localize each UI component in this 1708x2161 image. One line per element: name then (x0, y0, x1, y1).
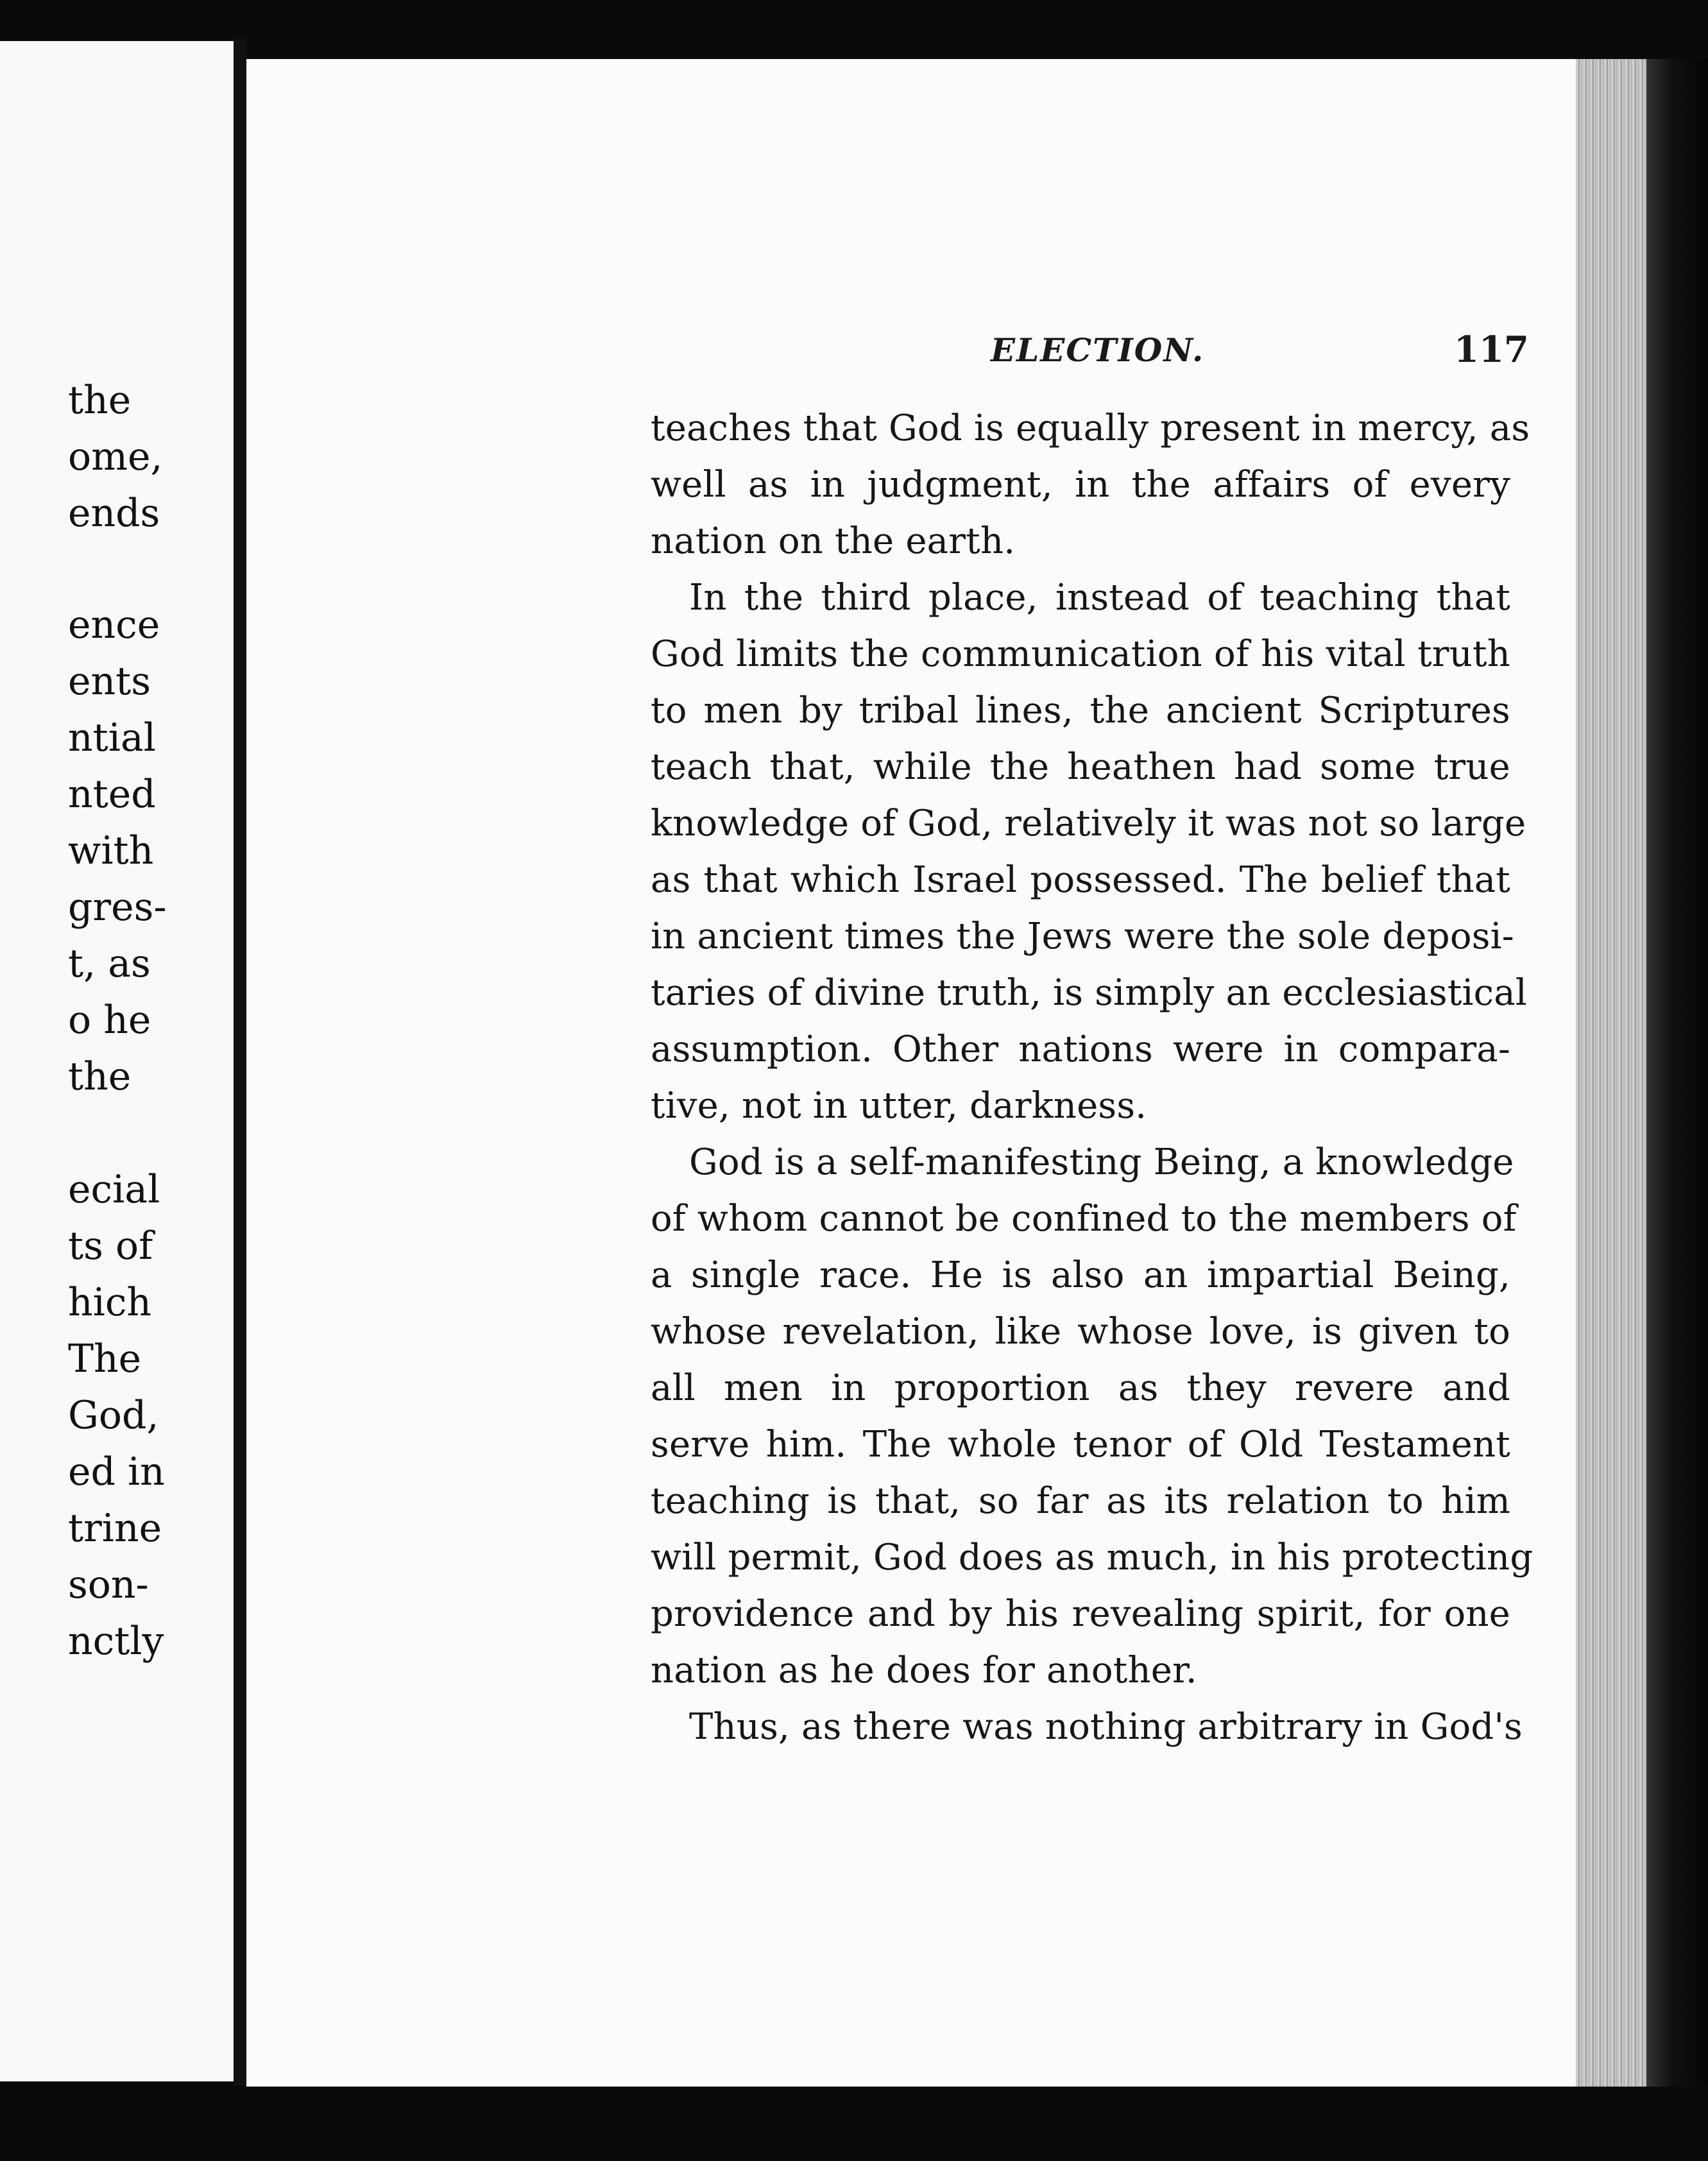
text-line: will permit, God does as much, in his protecting (651, 1537, 1533, 1578)
left-line: ts of (68, 1224, 153, 1268)
text-line: of whom cannot be confined to the members of (651, 1198, 1517, 1240)
text-line: knowledge of God, relatively it was not so large (651, 803, 1526, 844)
text-line: whose revelation, like whose love, is given to (651, 1311, 1510, 1353)
left-line: with (68, 828, 154, 873)
left-line: nctly (68, 1619, 164, 1664)
text-line: in ancient times the Jews were the sole deposi- (651, 916, 1514, 957)
previous-page-fragment (0, 41, 234, 2081)
left-line: ents (68, 659, 151, 704)
book-page (246, 59, 1576, 2087)
left-line: ence (68, 602, 160, 647)
left-line: the (68, 1054, 132, 1099)
left-line: o he (68, 998, 151, 1043)
text-line: God limits the communication of his vital truth (651, 633, 1510, 675)
text-line: teaching is that, so far as its relation to him (651, 1480, 1510, 1522)
left-line: ends (68, 491, 160, 536)
left-line: ed in (68, 1449, 165, 1494)
text-line: assumption. Other nations were in compara- (651, 1029, 1510, 1070)
left-line: the (68, 378, 132, 423)
text-line: In the third place, instead of teaching that (689, 577, 1510, 619)
running-head: ELECTION. (991, 331, 1205, 369)
left-line: hich (68, 1280, 152, 1325)
text-line: Thus, as there was nothing arbitrary in God's (689, 1706, 1523, 1748)
text-line: to men by tribal lines, the ancient Scriptures (651, 690, 1510, 731)
left-line: ntial (68, 715, 156, 760)
left-line: son- (68, 1562, 149, 1607)
page-number: 117 (1454, 329, 1529, 371)
left-line: God, (68, 1393, 159, 1438)
text-line: serve him. The whole tenor of Old Testament (651, 1424, 1510, 1465)
left-line: t, as (68, 941, 151, 986)
text-line: providence and by his revealing spirit, for one (651, 1593, 1510, 1635)
left-line: ecial (68, 1167, 160, 1212)
book-gutter (234, 38, 246, 2085)
text-line: as that which Israel possessed. The belief that (651, 859, 1510, 901)
text-line: tive, not in utter, darkness. (651, 1085, 1147, 1127)
left-line: nted (68, 772, 156, 817)
text-line: teaches that God is equally present in mercy, as (651, 407, 1530, 449)
text-line: well as in judgment, in the affairs of every (651, 464, 1510, 506)
text-line: taries of divine truth, is simply an ecclesiastical (651, 972, 1527, 1014)
left-line: ome, (68, 434, 163, 479)
text-line: nation as he does for another. (651, 1650, 1197, 1691)
left-line: gres- (68, 885, 167, 930)
left-line: trine (68, 1506, 162, 1551)
left-line: The (68, 1337, 142, 1381)
text-line: all men in proportion as they revere and (651, 1367, 1510, 1409)
text-line: teach that, while the heathen had some true (651, 746, 1510, 788)
page-stack-edge (1576, 59, 1646, 2087)
text-line: a single race. He is also an impartial Being, (651, 1254, 1510, 1296)
text-line: God is a self-manifesting Being, a knowledge (689, 1141, 1514, 1183)
text-line: nation on the earth. (651, 520, 1016, 562)
book-cover-shadow (1646, 59, 1708, 2087)
